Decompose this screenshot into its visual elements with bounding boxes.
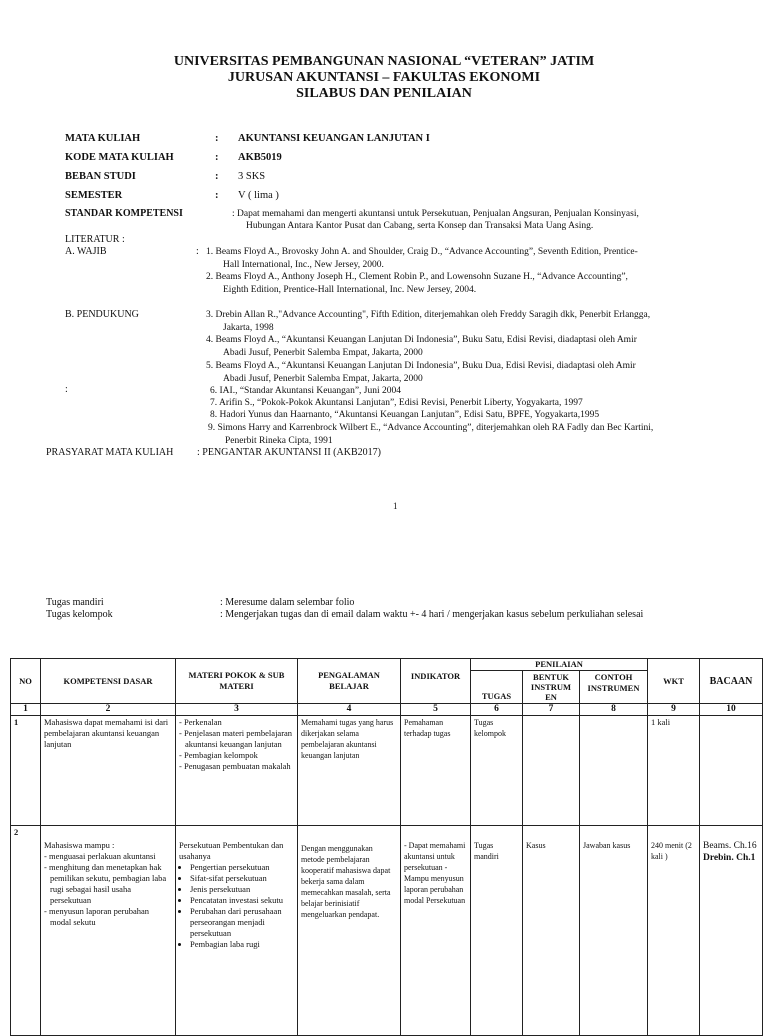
literatur-item-2	[206, 271, 726, 296]
list-item: - Penjelasan materi pembelajaran akuntansi keuangan lanjutan	[179, 728, 293, 749]
row-kompetensi	[41, 826, 176, 1036]
kompetensi-title: Mahasiswa mampu :	[44, 840, 115, 850]
lit-line: 4. Beams Floyd A., “Akuntansi Keuangan Lanjutan Di Indonesia”, Buku Satu, Edisi Revisi, diadaptasi oleh Amir	[206, 335, 637, 345]
department-title: JURUSAN AKUNTANSI – FAKULTAS EKONOMI	[227, 70, 541, 85]
row-wkt: 240 menit (2 kali )	[648, 826, 700, 1036]
row-contoh: Jawaban kasus	[580, 826, 648, 1036]
lit-line: Abadi Jusuf, Penerbit Salemba Empat, Jakarta, 2000	[223, 373, 423, 384]
row-bentuk: Kasus	[523, 826, 580, 1036]
row-no: 1	[11, 716, 41, 826]
page-number: 1	[393, 501, 398, 511]
list-item: • Pengertian persekutuan	[190, 862, 294, 873]
col-number: 5	[401, 704, 471, 716]
list-item: - menguasai perlakuan akuntansi	[44, 851, 156, 861]
materi-text: Penugasan pembuatan makalah	[183, 761, 291, 771]
lit-line: Penerbit Rineka Cipta, 1991	[225, 435, 333, 446]
info-label: MATA KULIAH	[65, 133, 141, 144]
row-pengalaman: Dengan menggunakan metode pembelajaran kooperatif mahasiswa dapat bekerja sama dalam memecahkan masalah, serta belajar berinisiatif mengeluarkan pendapat.	[298, 826, 401, 1036]
info-colon: :	[215, 171, 219, 182]
row-kompetensi: Mahasiswa dapat memahami isi dari pembelajaran akuntansi keuangan lanjutan	[41, 716, 176, 826]
university-title: UNIVERSITAS PEMBANGUNAN NASIONAL “VETERAN” JATIM	[173, 54, 595, 69]
materi-text: Perkenalan	[183, 717, 222, 727]
lit-line: 8. Hadori Yunus dan Haarnanto, “Akuntansi Keuangan Lanjutan”, Edisi Satu, BPFE, Yogyakarta,1995	[210, 410, 600, 420]
info-label: BEBAN STUDI	[65, 171, 136, 182]
row-tugas: Tugas mandiri	[471, 826, 523, 1036]
header-materi: MATERI POKOK & SUB MATERI	[176, 659, 298, 704]
col-number: 2	[41, 704, 176, 716]
table-header-row	[11, 659, 763, 671]
tugas-kelompok-label: Tugas kelompok	[46, 609, 113, 620]
list-item: • Jenis persekutuan	[190, 884, 294, 895]
info-value: AKB5019	[238, 152, 282, 163]
lit-line: 7. Arifin S., “Pokok-Pokok Akuntansi Lanjutan”, Edisi Revisi, Penerbit Liberty, Yogyakarta, 1997	[210, 398, 583, 408]
row-no: 2	[11, 826, 41, 1036]
literatur-wajib-colon: :	[196, 246, 199, 257]
literatur-wajib-label: A. WAJIB	[65, 246, 107, 257]
info-colon: :	[215, 133, 219, 144]
list-item: - Penugasan pembuatan makalah	[179, 761, 291, 771]
lit-line: 3. Drebin Allan R.,"Advance Accounting", Fifth Edition, diterjemahkan oleh Freddy Saragih dkk, Penerbit Erlangga,	[206, 310, 651, 320]
literatur-item-1	[206, 246, 726, 271]
row-materi	[176, 716, 298, 826]
info-value: 3 SKS	[238, 171, 266, 182]
list-item: • Pembagian laba rugi	[190, 939, 294, 950]
standar-text-1: : Dapat memahami dan mengerti akuntansi untuk Persekutuan, Penjualan Angsuran, Penjualan Konsinyasi,	[232, 209, 639, 219]
col-number: 7	[523, 704, 580, 716]
table-row	[11, 716, 763, 826]
row-materi	[176, 826, 298, 1036]
row-pengalaman: Memahami tugas yang harus dikerjakan selama pembelajaran akuntansi keuangan lanjutan	[298, 716, 401, 826]
literatur-item-4	[206, 334, 726, 359]
materi-title: Persekutuan Pembentukan dan usahanya	[179, 840, 284, 861]
syllabus-table	[10, 658, 763, 1036]
col-number: 1	[11, 704, 41, 716]
header-indikator: INDIKATOR	[401, 659, 471, 704]
col-number: 8	[580, 704, 648, 716]
table-number-row	[11, 704, 763, 716]
header-no: NO	[11, 659, 41, 704]
lit-line: 5. Beams Floyd A., “Akuntansi Keuangan Lanjutan Di Indonesia”, Buku Dua, Edisi Revisi, diadaptasi oleh Amir	[206, 361, 636, 371]
literatur-pendukung-label: B. PENDUKUNG	[65, 309, 139, 320]
materi-text: Pembagian kelompok	[183, 750, 258, 760]
kompetensi-text: menguasai perlakuan akuntansi	[48, 851, 156, 861]
header-tugas: TUGAS	[471, 671, 523, 704]
list-item: - menghitung dan menetapkan hak pemilikan sekutu, pembagian laba rugi sebagai hasil usaha persekutuan	[44, 862, 167, 905]
row-indikator: Pemahaman terhadap tugas	[401, 716, 471, 826]
row-bacaan	[700, 826, 763, 1036]
lit-line: 2. Beams Floyd A., Anthony Joseph H., Clement Robin P., and Lowensohn Suzane H., “Advance Accounting”,	[206, 272, 628, 282]
lit-line: Abadi Jusuf, Penerbit Salemba Empat, Jakarta, 2000	[223, 347, 423, 358]
list-item: • Perubahan dari perusahaan perseorangan menjadi persekutuan	[190, 906, 294, 939]
col-number: 3	[176, 704, 298, 716]
info-label: SEMESTER	[65, 190, 123, 201]
lit-line: 1. Beams Floyd A., Brovosky John A. and Shoulder, Craig D., “Advance Accounting”, Seventh Edition, Prentice-	[206, 247, 638, 257]
row-contoh	[580, 716, 648, 826]
bacaan-text: Beams. Ch.16	[703, 841, 757, 851]
header-kompetensi: KOMPETENSI DASAR	[41, 659, 176, 704]
table-row	[11, 826, 763, 1036]
col-number: 6	[471, 704, 523, 716]
standar-text-2: Hubungan Antara Kantor Pusat dan Cabang, serta Konsep dan Transaksi Mata Uang Asing.	[246, 221, 594, 231]
header-penilaian: PENILAIAN	[471, 659, 648, 671]
info-colon: :	[215, 152, 219, 163]
row-bentuk	[523, 716, 580, 826]
tugas-mandiri-label: Tugas mandiri	[46, 597, 104, 608]
literatur-extra-colon: :	[65, 384, 68, 395]
row-indikator: - Dapat memahami akuntansi untuk persekutuan - Mampu menyusun laporan perubahan modal Persekutuan	[401, 826, 471, 1036]
info-value: AKUNTANSI KEUANGAN LANJUTAN I	[238, 133, 430, 144]
tugas-mandiri-value: : Meresume dalam selembar folio	[220, 597, 355, 608]
tugas-kelompok-value: : Mengerjakan tugas dan di email dalam waktu +- 4 hari / mengerjakan kasus sebelum perkuliahan selesai	[220, 609, 644, 620]
lit-line: Jakarta, 1998	[223, 322, 274, 333]
lit-line: 9. Simons Harry and Karrenbrock Wilbert E., “Advance Accounting”, diterjemahkan oleh RA Fadly dan Bec Kartini,	[208, 423, 654, 433]
list-item: - Pembagian kelompok	[179, 750, 258, 760]
literatur-item-7	[210, 397, 730, 410]
col-number: 9	[648, 704, 700, 716]
row-wkt: 1 kali	[648, 716, 700, 826]
prasyarat-value: : PENGANTAR AKUNTANSI II (AKB2017)	[197, 447, 381, 458]
info-value: V ( lima )	[238, 190, 279, 201]
list-item: • Pencatatan investasi sekutu	[190, 895, 294, 906]
row-tugas: Tugas kelompok	[471, 716, 523, 826]
lit-line: Hall International, Inc., New Jersey, 2000.	[223, 259, 384, 270]
header-bacaan: BACAAN	[700, 659, 763, 704]
lit-line: 6. IAI., “Standar Akuntansi Keuangan”, Juni 2004	[210, 386, 402, 396]
bacaan-bold-text: Drebin. Ch.1	[703, 853, 756, 863]
standar-label: STANDAR KOMPETENSI	[65, 208, 183, 219]
col-number: 4	[298, 704, 401, 716]
kompetensi-text: menghitung dan menetapkan hak pemilikan sekutu, pembagian laba rugi sebagai hasil usaha persekutuan	[48, 862, 167, 905]
literatur-item-3	[206, 309, 726, 334]
lit-line: Eighth Edition, Prentice-Hall International, Inc. New Jersey, 2004.	[223, 284, 477, 295]
header-wkt: WKT	[648, 659, 700, 704]
literatur-item-8	[210, 409, 730, 422]
header-bentuk: BENTUK INSTRUM EN	[523, 671, 580, 704]
list-item: - Perkenalan	[179, 717, 222, 727]
list-item: • Sifat-sifat persekutuan	[190, 873, 294, 884]
header-contoh: CONTOH INSTRUMEN	[580, 671, 648, 704]
prasyarat-label: PRASYARAT MATA KULIAH	[46, 447, 174, 458]
literatur-title: LITERATUR :	[65, 234, 125, 245]
document-title: SILABUS DAN PENILAIAN	[296, 86, 472, 101]
kompetensi-text: menyusun laporan perubahan modal sekutu	[48, 906, 150, 927]
literatur-item-6	[210, 385, 730, 398]
row-bacaan	[700, 716, 763, 826]
header-pengalaman: PENGALAMAN BELAJAR	[298, 659, 401, 704]
literatur-item-9	[208, 422, 728, 447]
list-item: - menyusun laporan perubahan modal sekutu	[44, 906, 150, 927]
literatur-item-5	[206, 360, 726, 385]
info-label: KODE MATA KULIAH	[65, 152, 174, 163]
col-number: 10	[700, 704, 763, 716]
info-colon: :	[215, 190, 219, 201]
materi-text: Penjelasan materi pembelajaran akuntansi keuangan lanjutan	[183, 728, 293, 749]
